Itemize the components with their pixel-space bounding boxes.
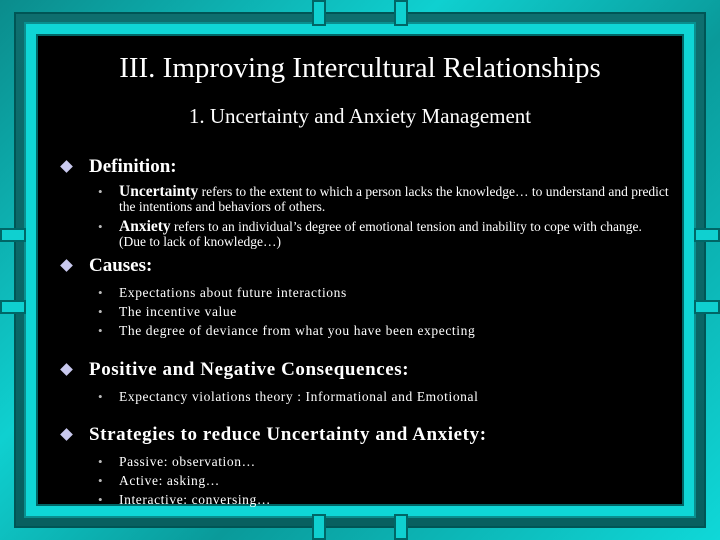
section-heading-text: Positive and Negative Consequences:	[89, 359, 410, 380]
dot-bullet-icon: •	[98, 219, 103, 234]
section-heading-text: Definition:	[89, 156, 177, 177]
frame-tab	[694, 228, 720, 242]
frame-tab	[394, 0, 408, 26]
dot-bullet-icon: •	[98, 184, 103, 199]
dot-bullet-icon: •	[98, 454, 104, 469]
section-heading	[62, 359, 672, 381]
list-item	[62, 304, 672, 319]
list-item	[62, 389, 672, 404]
diamond-bullet-icon	[60, 160, 73, 173]
section-heading	[62, 156, 672, 178]
section-heading	[62, 424, 672, 446]
dot-bullet-icon: •	[98, 473, 104, 488]
section-heading-text: Causes:	[89, 255, 153, 276]
list-item	[62, 492, 672, 507]
list-item	[62, 473, 672, 488]
definition-term: Uncertainty	[119, 183, 199, 200]
frame-tab	[312, 514, 326, 540]
dot-bullet-icon: •	[98, 492, 104, 507]
list-item	[62, 454, 672, 469]
dot-bullet-icon: •	[98, 389, 104, 404]
definition-text: refers to the extent to which a person lacks the knowledge… to understand and predict the intentions and behaviors of others.	[119, 184, 669, 214]
list-item-text: Passive: observation…	[119, 454, 256, 469]
definition-text: refers to an individual’s degree of emotional tension and inability to cope with change. (Due to lack of knowledge…)	[119, 219, 642, 249]
diamond-bullet-icon	[60, 259, 73, 272]
definition-list	[62, 184, 672, 249]
causes-list	[62, 285, 672, 338]
list-item-text: The degree of deviance from what you have been expecting	[119, 323, 476, 338]
dot-bullet-icon: •	[98, 304, 104, 319]
slide-title: III. Improving Intercultural Relationships	[119, 52, 601, 84]
diamond-bullet-icon	[60, 363, 73, 376]
diamond-bullet-icon	[60, 428, 73, 441]
frame-tab	[394, 514, 408, 540]
list-item	[62, 184, 672, 214]
frame-tab	[0, 300, 26, 314]
slide-subtitle: 1. Uncertainty and Anxiety Management	[188, 104, 532, 128]
section-heading	[62, 255, 672, 277]
strategies-list	[62, 454, 672, 507]
dot-bullet-icon: •	[98, 323, 104, 338]
slide-content	[62, 156, 672, 507]
frame-tab	[312, 0, 326, 26]
list-item-text: Expectancy violations theory : Informational and Emotional	[119, 389, 479, 404]
frame-tab	[694, 300, 720, 314]
list-item	[62, 285, 672, 300]
list-item-text: Active: asking…	[119, 473, 220, 488]
list-item-text: Expectations about future interactions	[119, 285, 347, 300]
consequences-list	[62, 389, 672, 404]
list-item-text: Interactive: conversing…	[119, 492, 271, 507]
list-item	[62, 219, 672, 249]
frame-tab	[0, 228, 26, 242]
list-item-text: The incentive value	[119, 304, 237, 319]
definition-term: Anxiety	[119, 218, 171, 235]
dot-bullet-icon: •	[98, 285, 104, 300]
section-heading-text: Strategies to reduce Uncertainty and Anxiety:	[89, 424, 487, 445]
list-item	[62, 323, 672, 338]
